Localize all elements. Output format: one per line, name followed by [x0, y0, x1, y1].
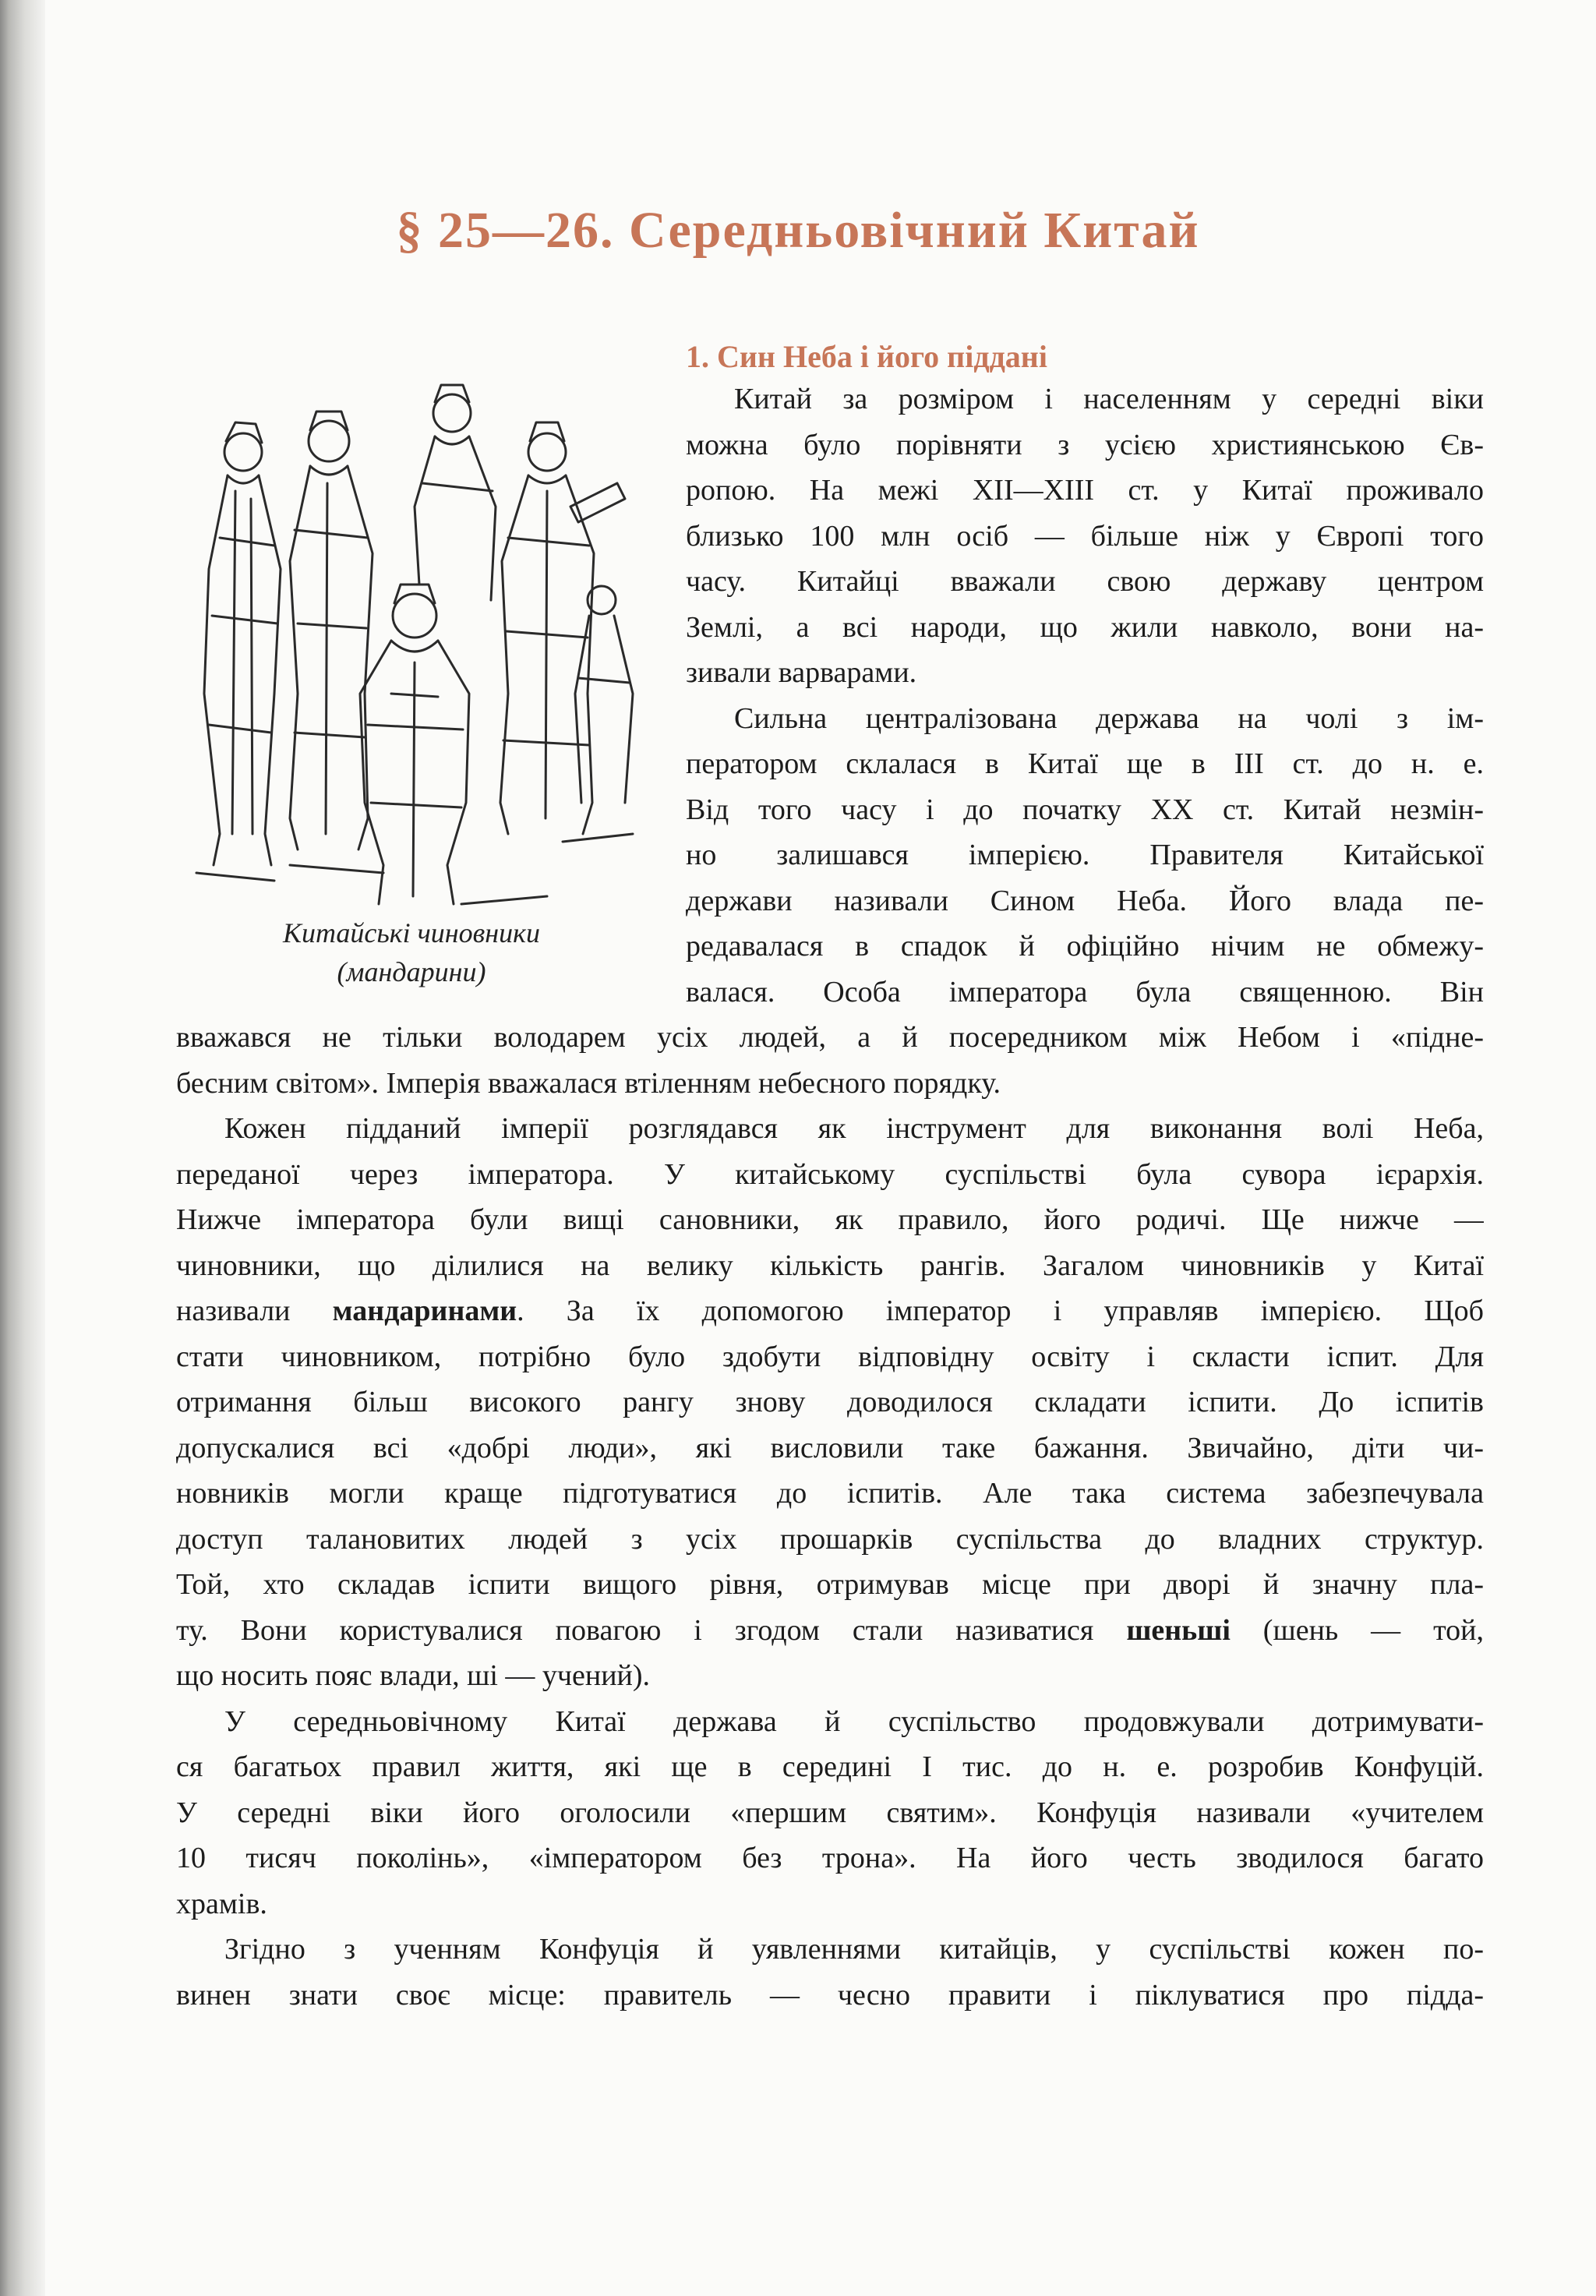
text-line: що носить пояс влади, ші — учений).: [176, 1659, 651, 1692]
text-line: новників могли краще підготуватися до іспитів. Але така система забезпечувала: [176, 1477, 1484, 1510]
text-line: часу. Китайці вважали свою державу центром: [686, 565, 1484, 598]
text-line: валася. Особа імператора була священною. Він: [686, 975, 1484, 1008]
text-line: переданої через імператора. У китайському суспільстві була сувора ієрархія.: [176, 1157, 1484, 1191]
text-line: бесним світом». Імперія вважалася втіленням небесного порядку.: [176, 1066, 1001, 1100]
text-line: держави називали Сином Неба. Його влада пе-: [686, 884, 1484, 917]
text-line: Сильна централізована держава на чолі з ім-: [734, 701, 1484, 735]
text-line: Землі, а всі народи, що жили навколо, вони на-: [686, 610, 1484, 644]
text-line: отримання більш високого рангу знову доводилося складати іспити. До іспитів: [176, 1386, 1484, 1418]
text-line: Згідно з ученням Конфуція й уявленнями китайців, у суспільстві кожен по-: [224, 1933, 1484, 1966]
mandarins-drawing: [181, 366, 642, 927]
text-line: редавалася в спадок й офіційно нічим не обмежу-: [686, 930, 1484, 963]
text-line: Той, хто складав іспити вищого рівня, отримував місце при дворі й значну пла-: [176, 1568, 1484, 1601]
text-line: ператором склалася в Китаї ще в III ст. до н. е.: [686, 747, 1484, 780]
text-line: ся багатьох правил життя, які ще в середині I тис. до н. е. розробив Конфуцій.: [176, 1750, 1484, 1783]
text-line: вважався не тільки володарем усіх людей, а й посередником між Небом і «підне-: [176, 1021, 1484, 1054]
text-line: но залишався імперією. Правителя Китайської: [686, 839, 1484, 871]
paragraph-block-wide: [176, 1015, 1484, 2018]
text-line: зивали варварами.: [686, 656, 917, 689]
text-line: Кожен підданий імперії розглядався як інструмент для виконання волі Неба,: [224, 1112, 1484, 1145]
book-spine-shadow: [0, 0, 45, 2296]
text-line: близько 100 млн осіб — більше ніж у Європі того: [686, 519, 1484, 553]
text-line: Китай за розміром і населенням у середні віки: [734, 383, 1484, 415]
text-line: чиновники, що ділилися на велику кількість рангів. Загалом чиновників у Китаї: [176, 1249, 1484, 1282]
text-line: винен знати своє місце: правитель — чесно правити і піклуватися про підда-: [176, 1978, 1484, 2012]
mandarins-illustration: [181, 366, 642, 927]
text-line: Від того часу і до початку XX ст. Китай незмін-: [686, 793, 1484, 826]
text-line: У середні віки його оголосили «першим святим». Конфуція називали «учителем: [176, 1796, 1484, 1829]
text-line: Нижче імператора були вищі сановники, як правило, його родичі. Ще нижче —: [176, 1203, 1484, 1236]
text-line: У середньовічному Китаї держава й суспільство продовжували дотримувати-: [224, 1704, 1484, 1738]
text-line: можна було порівняти з усією християнською Єв-: [686, 428, 1484, 461]
text-line: стати чиновником, потрібно було здобути відповідну освіту і скласти іспит. Для: [176, 1340, 1484, 1373]
text-fragment: (шень — той,: [1230, 1613, 1484, 1647]
term-shenshi: шеньші: [1126, 1613, 1231, 1647]
paragraph-block-narrow: [686, 376, 1484, 1015]
text-line: доступ талановитих людей з усіх прошарків суспільства до владних структур.: [176, 1522, 1484, 1556]
text-fragment: ту. Вони користувалися повагою і згодом стали називатися: [176, 1613, 1094, 1647]
text-line: ропою. На межі XII—XIII ст. у Китаї проживало: [686, 474, 1484, 507]
caption-line: (мандарини): [337, 956, 486, 987]
text-line: 10 тисяч поколінь», «імператором без трона». На його честь зводилося багато: [176, 1842, 1484, 1874]
caption-line: Китайські чиновники: [283, 917, 540, 948]
page-title: § 25—26. Середньовічний Китай: [396, 202, 1200, 259]
term-mandarins: мандаринами: [332, 1295, 517, 1327]
text-line: [176, 1608, 1484, 1654]
figure-caption: [184, 913, 639, 991]
text-fragment: . За їх допомогою імператор і управляв імперією. Щоб: [517, 1295, 1484, 1327]
text-line: [176, 1288, 1484, 1334]
text-line: допускалися всі «добрі люди», які висловили таке бажання. Звичайно, діти чи-: [176, 1431, 1484, 1464]
text-fragment: називали: [176, 1295, 291, 1327]
section-heading: 1. Син Неба і його піддані: [686, 339, 1047, 374]
text-line: храмів.: [176, 1887, 267, 1920]
